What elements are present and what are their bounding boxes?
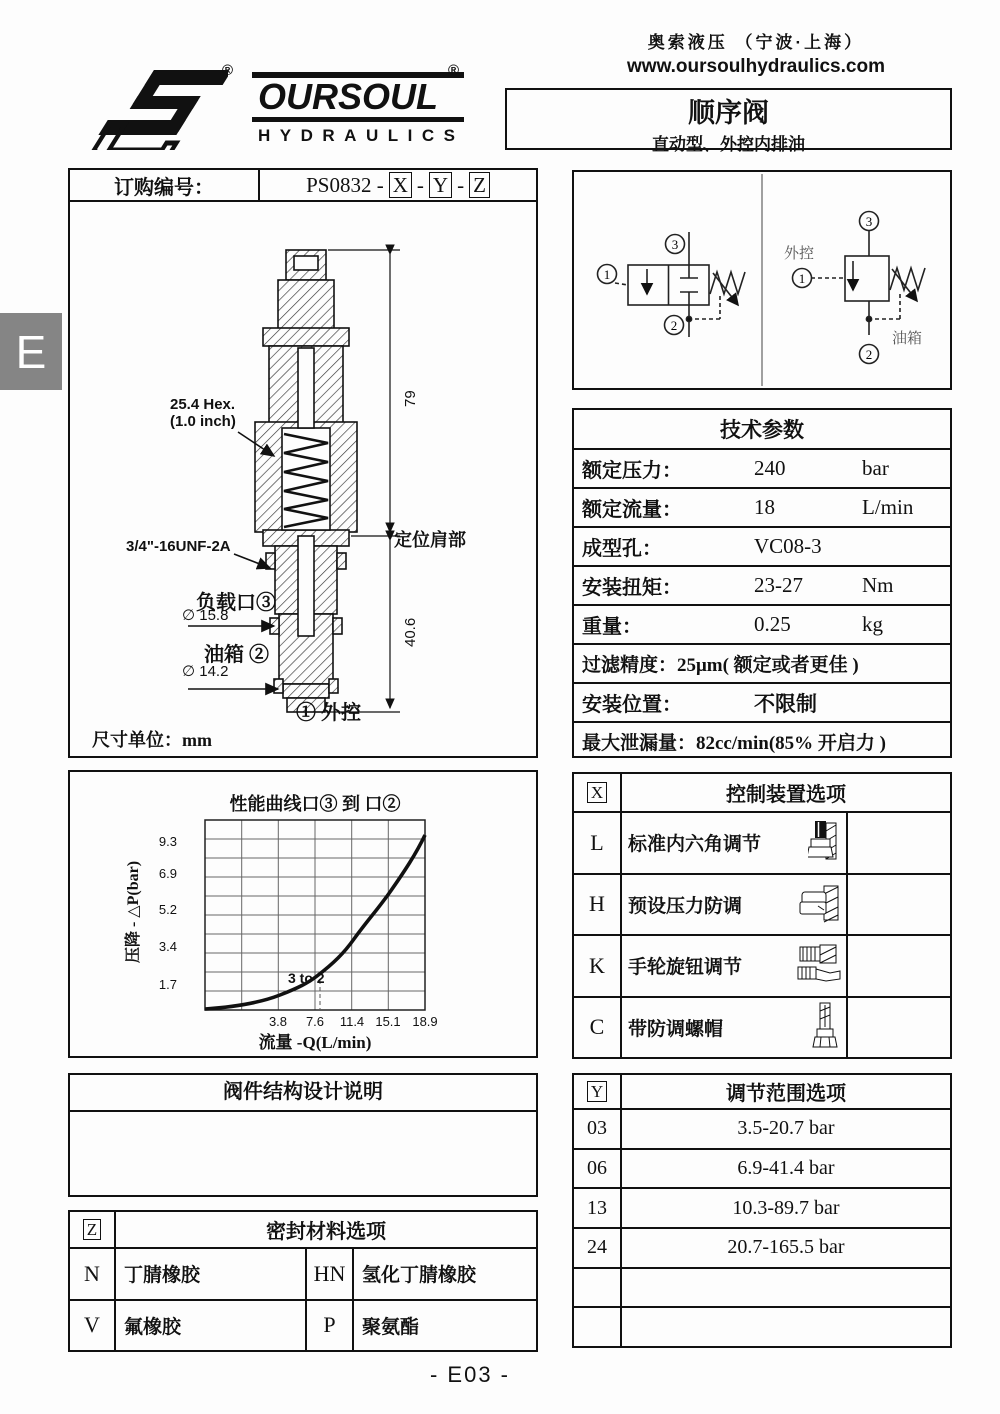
order-code-y: Y — [429, 172, 452, 198]
order-code-z: Z — [469, 172, 490, 198]
order-number — [260, 170, 536, 200]
shoulder-label: 定位肩部 — [394, 530, 466, 550]
y-axis-label: 压降 - △P(bar) — [125, 860, 142, 964]
tech-title: 技术参数 — [720, 418, 804, 442]
table-row-empty — [574, 1308, 950, 1346]
port1-number: 1 — [798, 271, 806, 286]
port3-diameter: ∅ 15.8 — [182, 607, 229, 624]
table-row: C 带防调螺帽 — [574, 998, 950, 1058]
x-tick: 15.1 — [375, 1014, 401, 1029]
x-options-title: 控制装置选项 — [726, 784, 846, 806]
chart-title: 性能曲线口③ 到 口② — [229, 794, 401, 814]
x-tick: 18.9 — [412, 1014, 438, 1029]
tank-label: 油箱 — [892, 331, 923, 347]
x-axis-label: 流量 -Q(L/min) — [258, 1033, 372, 1052]
tamper-cap-icon — [812, 1001, 838, 1053]
y-tick: 9.3 — [158, 834, 177, 849]
hydraulic-symbols — [574, 172, 950, 388]
company-website: www.oursoulhydraulics.com — [627, 56, 885, 77]
y-tick: 6.9 — [158, 866, 177, 881]
company-name: 奥索液压 （宁波·上海） — [647, 33, 865, 52]
table-row: 24 20.7-165.5 bar — [574, 1229, 950, 1269]
table-row: 06 6.9-41.4 bar — [574, 1150, 950, 1190]
logo-wordmark — [252, 72, 464, 146]
y-options-title: 调节范围选项 — [726, 1083, 846, 1105]
table-row: 额定流量： 18 L/min — [574, 487, 950, 526]
hex-size-label: 25.4 Hex. (1.0 inch) — [170, 396, 236, 430]
seal-options-table — [68, 1210, 538, 1352]
y-tick: 1.7 — [158, 977, 177, 992]
table-row: K 手轮旋钮调节 — [574, 936, 950, 998]
y-code: Y — [587, 1081, 607, 1103]
table-row: 额定压力： 240 bar — [574, 448, 950, 487]
x-tick: 3.8 — [268, 1014, 288, 1029]
port2-number: 2 — [670, 318, 678, 333]
table-row: 成型孔： VC08-3 — [574, 526, 950, 565]
handknob-icon — [796, 943, 842, 989]
table-row: L 标准内六角调节 — [574, 813, 950, 875]
design-note-box — [68, 1073, 538, 1197]
table-row: V 氟橡胶 P 聚氨酯 — [70, 1301, 536, 1351]
brand-sub: HYDRAULICS — [258, 126, 465, 145]
table-row: 安装位置： 不限制 — [574, 682, 950, 721]
design-note-title: 阀件结构设计说明 — [70, 1075, 536, 1112]
control-options-table — [572, 772, 952, 1059]
schematic-box — [572, 170, 952, 390]
performance-chart-box — [68, 770, 538, 1058]
z-code: Z — [83, 1219, 101, 1241]
valve-cross-section — [70, 202, 536, 756]
page-number: - E03 - — [429, 1362, 511, 1387]
order-dash: - — [416, 172, 424, 197]
y-tick: 5.2 — [158, 902, 177, 917]
table-row: 03 3.5-20.7 bar — [574, 1110, 950, 1150]
page-title: 顺序阀 — [688, 98, 769, 128]
port1-label: ① 外控 — [296, 702, 361, 724]
port3-number: 3 — [865, 214, 873, 229]
table-row: 最大泄漏量：82cc/min(85% 开启力 ) — [574, 721, 950, 760]
oursoul-logo-mark — [88, 66, 228, 150]
port3-number: 3 — [671, 237, 679, 252]
table-row: H 预设压力防调 — [574, 875, 950, 937]
range-options-table — [572, 1073, 952, 1348]
title-box — [505, 88, 952, 154]
curve-label: 3 to 2 — [288, 970, 325, 986]
order-number-row — [68, 168, 538, 202]
dim-79: 79 — [402, 390, 419, 407]
preset-cap-icon — [798, 884, 842, 924]
port2-label: 油箱 ② — [204, 644, 269, 666]
x-tick: 11.4 — [339, 1014, 365, 1029]
order-label: 订购编号： — [70, 170, 260, 200]
order-code-x: X — [389, 172, 412, 198]
port2-diameter: ∅ 14.2 — [182, 663, 229, 680]
section-tab: E — [0, 313, 62, 390]
table-row: 安装扭矩： 23-27 Nm — [574, 565, 950, 604]
table-row: 过滤精度：25μm( 额定或者更佳 ) — [574, 643, 950, 682]
order-prefix: PS0832 - — [306, 172, 384, 197]
z-options-title: 密封材料选项 — [266, 1221, 386, 1243]
valve-drawing-box — [68, 200, 538, 758]
x-code: X — [587, 782, 607, 804]
table-row-empty — [574, 1269, 950, 1309]
unit-note: 尺寸单位：mm — [92, 730, 212, 750]
x-tick: 7.6 — [305, 1014, 325, 1029]
tech-params-table — [572, 408, 952, 758]
port1-number: 1 — [603, 267, 611, 282]
dim-40-6: 40.6 — [402, 617, 419, 647]
registered-icon: ® — [222, 62, 234, 79]
thread-label: 3/4"-16UNF-2A — [126, 538, 231, 555]
y-tick: 3.4 — [158, 939, 177, 954]
hex-adjust-icon — [808, 819, 842, 867]
order-dash: - — [457, 172, 465, 197]
pilot-label: 外控 — [784, 246, 815, 262]
table-row: N 丁腈橡胶 HN 氢化丁腈橡胶 — [70, 1249, 536, 1301]
port3-label: 负载口③ — [196, 592, 276, 614]
table-row: 重量： 0.25 kg — [574, 604, 950, 643]
brand-name: OURSOUL — [252, 72, 464, 122]
table-row: 13 10.3-89.7 bar — [574, 1189, 950, 1229]
registered-icon: ® — [448, 62, 460, 79]
port2-number: 2 — [865, 347, 873, 362]
page-subtitle: 直动型、外控内排油 — [652, 135, 805, 154]
